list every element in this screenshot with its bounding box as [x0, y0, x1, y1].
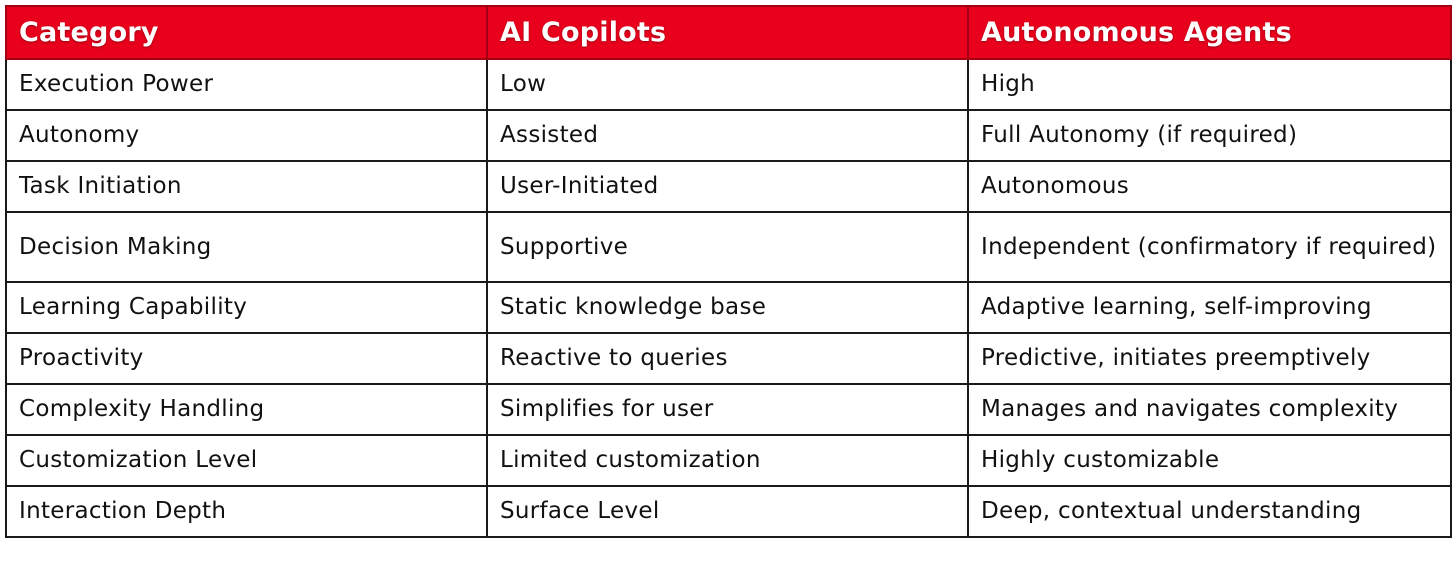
comparison-table [5, 5, 1452, 538]
row-ai-copilots-value: Supportive [487, 212, 968, 282]
row-category: Autonomy [6, 110, 487, 161]
table-row [6, 384, 1451, 435]
row-autonomous-agents-value: Predictive, initiates preemptively [968, 333, 1451, 384]
row-category: Learning Capability [6, 282, 487, 333]
table-row [6, 110, 1451, 161]
comparison-table-container [5, 5, 1450, 538]
row-autonomous-agents-value: Independent (confirmatory if required) [968, 212, 1451, 282]
row-category: Execution Power [6, 59, 487, 110]
header-category: Category [6, 6, 487, 59]
row-ai-copilots-value: Reactive to queries [487, 333, 968, 384]
row-autonomous-agents-value: Highly customizable [968, 435, 1451, 486]
row-ai-copilots-value: Low [487, 59, 968, 110]
row-ai-copilots-value: Surface Level [487, 486, 968, 537]
table-row [6, 59, 1451, 110]
row-ai-copilots-value: Limited customization [487, 435, 968, 486]
row-ai-copilots-value: Static knowledge base [487, 282, 968, 333]
table-row [6, 282, 1451, 333]
row-autonomous-agents-value: Deep, contextual understanding [968, 486, 1451, 537]
table-row [6, 333, 1451, 384]
header-autonomous-agents: Autonomous Agents [968, 6, 1451, 59]
row-category: Customization Level [6, 435, 487, 486]
table-row [6, 435, 1451, 486]
row-category: Proactivity [6, 333, 487, 384]
row-autonomous-agents-value: Adaptive learning, self-improving [968, 282, 1451, 333]
row-ai-copilots-value: User-Initiated [487, 161, 968, 212]
table-row [6, 486, 1451, 537]
row-ai-copilots-value: Assisted [487, 110, 968, 161]
header-row [6, 6, 1451, 59]
row-category: Decision Making [6, 212, 487, 282]
row-ai-copilots-value: Simplifies for user [487, 384, 968, 435]
row-autonomous-agents-value: High [968, 59, 1451, 110]
row-category: Interaction Depth [6, 486, 487, 537]
row-category: Task Initiation [6, 161, 487, 212]
table-row [6, 161, 1451, 212]
row-autonomous-agents-value: Full Autonomy (if required) [968, 110, 1451, 161]
table-row [6, 212, 1451, 282]
row-category: Complexity Handling [6, 384, 487, 435]
row-autonomous-agents-value: Manages and navigates complexity [968, 384, 1451, 435]
header-ai-copilots: AI Copilots [487, 6, 968, 59]
row-autonomous-agents-value: Autonomous [968, 161, 1451, 212]
